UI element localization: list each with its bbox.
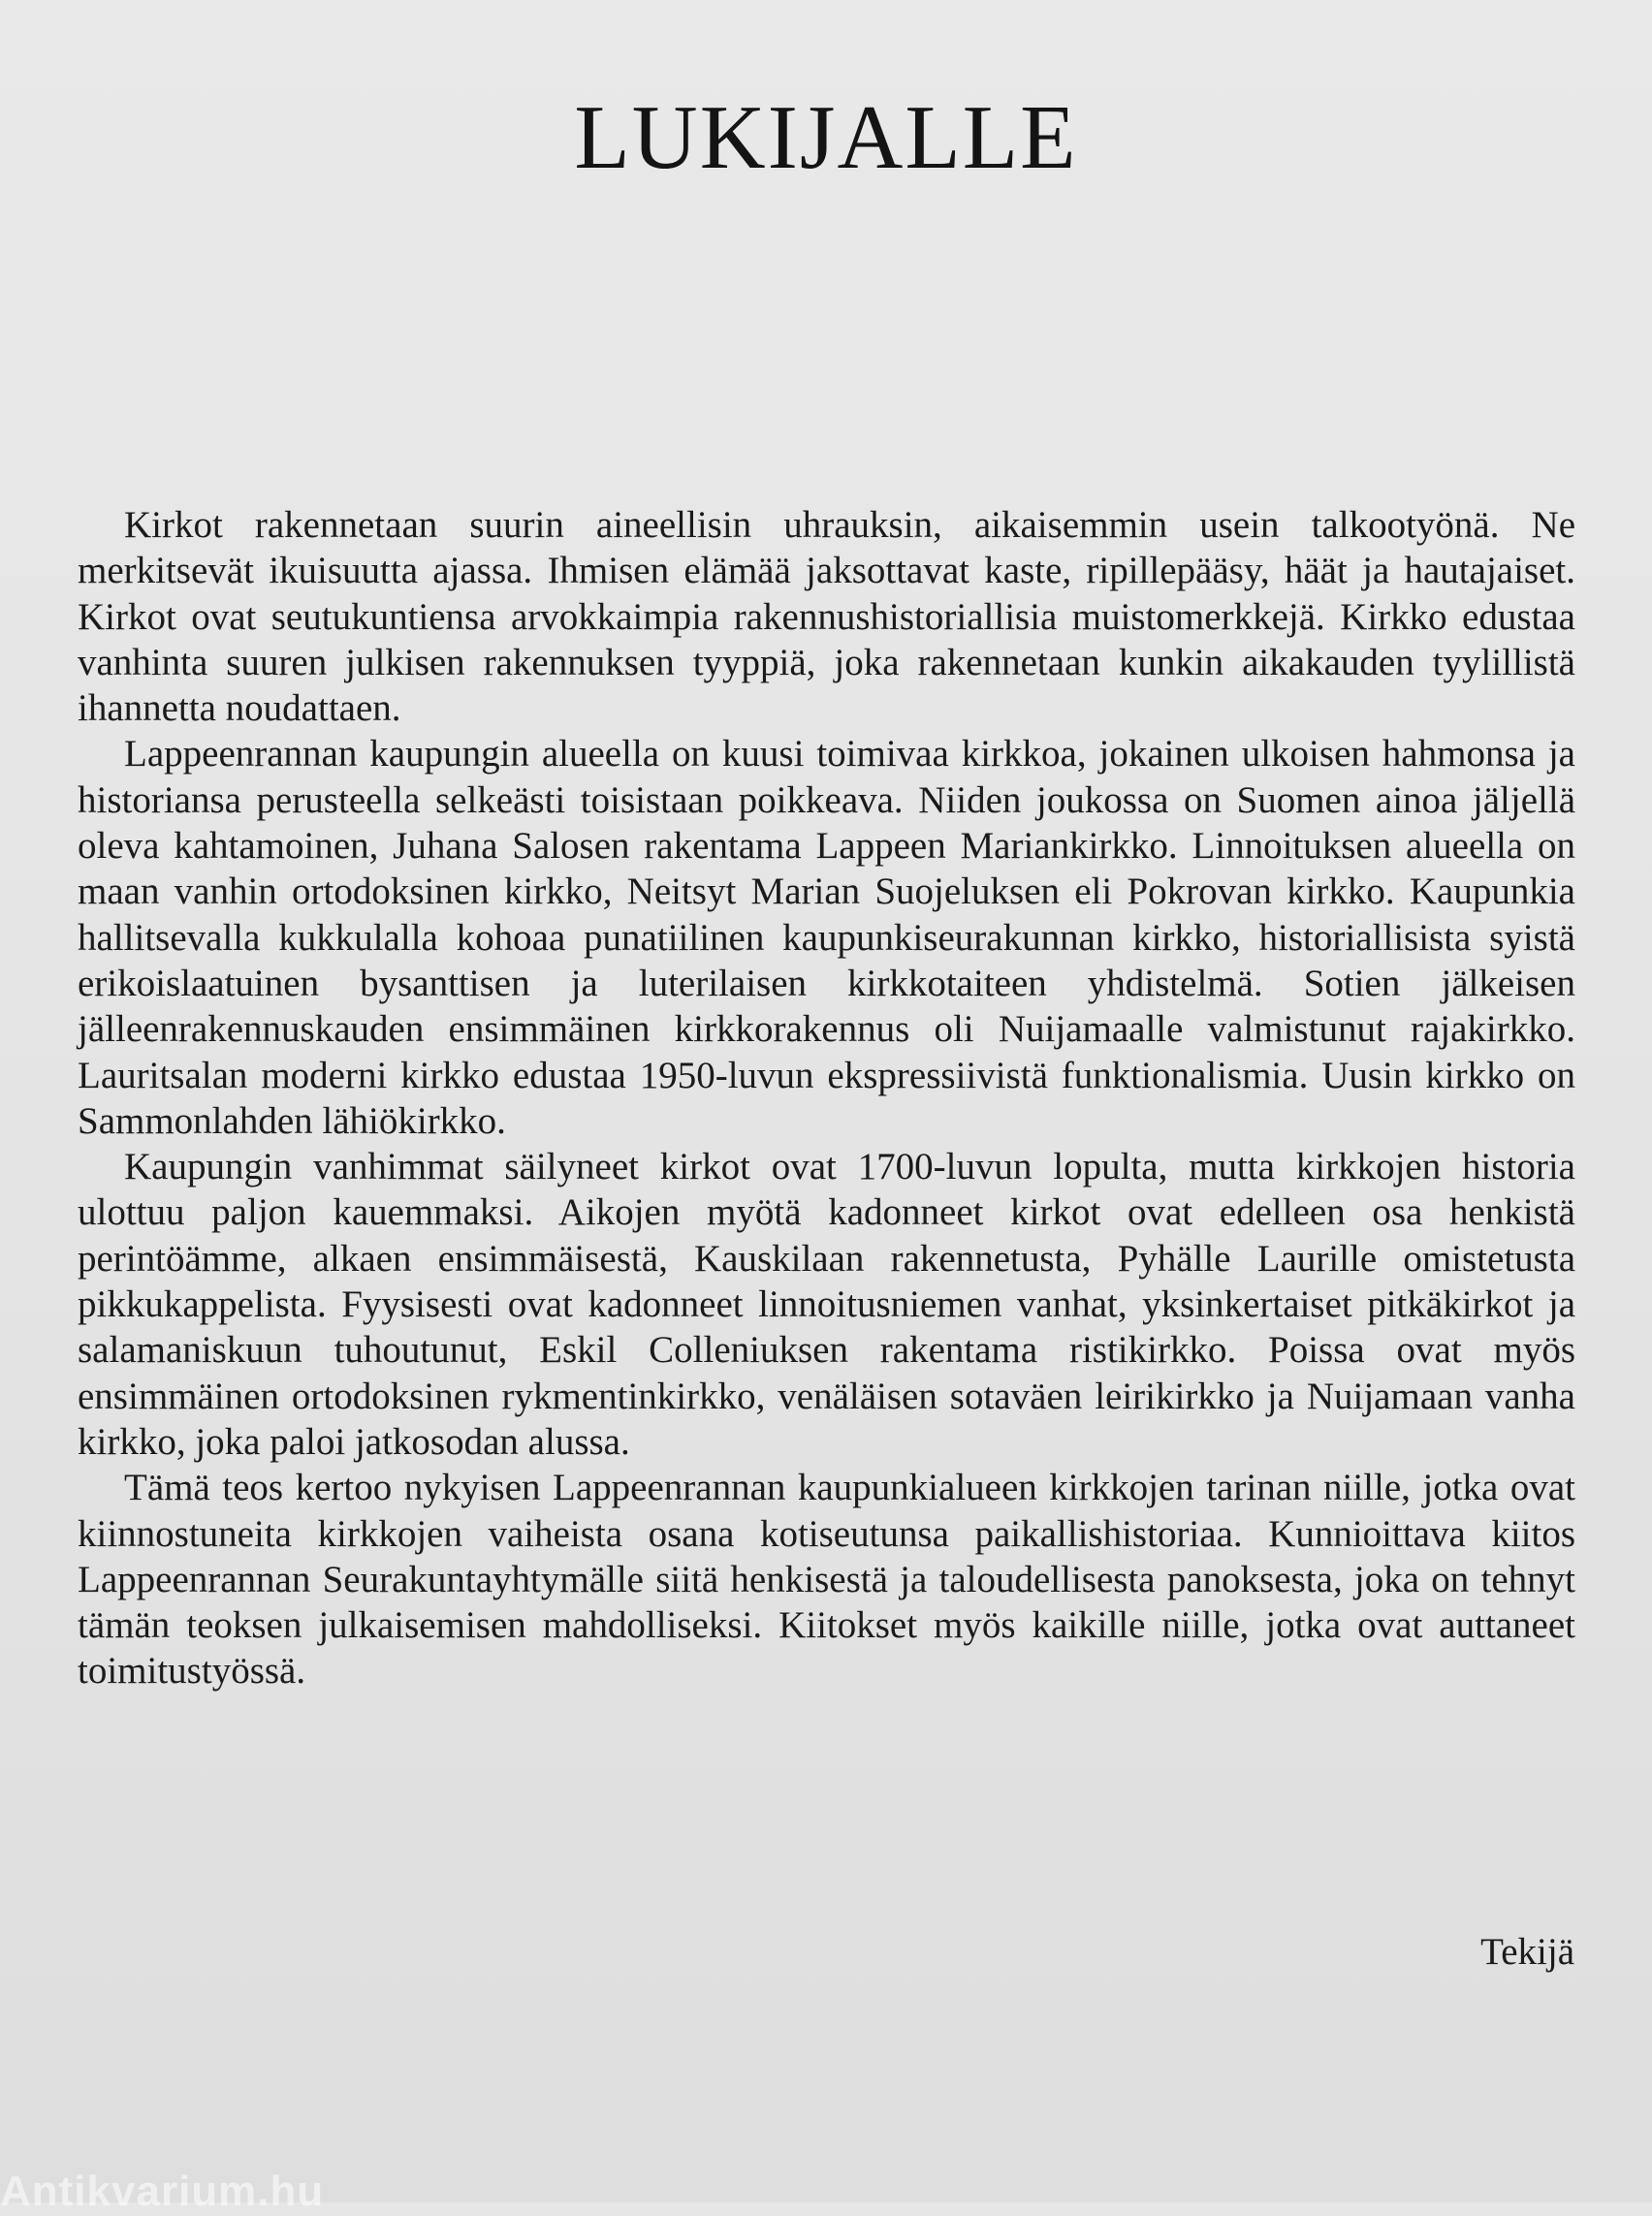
paragraph-4: Tämä teos kertoo nykyisen Lappeenrannan kaupunkialueen kirkkojen tarinan niille, jotka ovat kiinnostuneita kirkkojen vaiheista osana kotiseutunsa paikallishistoriaa. Kunnioittava kiitos Lappeenrannan Seurakuntayhtymälle siitä henkisestä ja taloudellisesta panoksesta, joka on tehnyt tämän teoksen julkaisemisen mahdolliseksi. Kiitokset myös kaikille niille, jotka ovat auttaneet toimitustyössä. <box>78 1467 1575 1693</box>
paragraph-2: Lappeenrannan kaupungin alueella on kuusi toimivaa kirkkoa, jokainen ulkoisen hahmonsa ja historiansa perusteella selkeästi toisistaan poikkeava. Niiden joukossa on Suomen ainoa jäljellä oleva kahtamoinen, Juhana Salosen rakentama Lappeen Mariankirkko. Linnoituksen alueella on maan vanhin ortodoksinen kirkko, Neitsyt Marian Suojeluksen eli Pokrovan kirkko. Kaupunkia hallitsevalla kukkulalla kohoaa punatiilinen kaupunkiseurakunnan kirkko, historiallisista syistä erikoislaatuinen bysanttisen ja luterilaisen kirkkotaiteen yhdistelmä. Sotien jälkeisen jälleenrakennuskauden ensimmäinen kirkkorakennus oli Nuijamaalle valmistunut rajakirkko. Lauritsalan moderni kirkko edustaa 1950-luvun ekspressiivistä funktionalismia. Uusin kirkko on Sammonlahden lähiökirkko. <box>78 733 1575 1142</box>
paragraph-1: Kirkot rakennetaan suurin aineellisin uhrauksin, aikaisemmin usein talkootyönä. Ne merkitsevät ikuisuutta ajassa. Ihmisen elämää jaksottavat kaste, ripillepääsy, häät ja hautajaiset. Kirkot ovat seutukuntiensa arvokkaimpia rakennushistoriallisia muistomerkkejä. Kirkko edustaa vanhinta suuren julkisen rakennuksen tyyppiä, joka rakennetaan kunkin aikakauden tyylillistä ihannetta noudattaen. <box>78 504 1575 730</box>
page-title: LUKIJALLE <box>574 87 1078 188</box>
watermark: Antikvarium.hu <box>0 2168 325 2215</box>
body-text <box>78 502 1575 1694</box>
author-signature: Tekijä <box>1480 1931 1574 1973</box>
paragraph-3: Kaupungin vanhimmat säilyneet kirkot ovat 1700-luvun lopulta, mutta kirkkojen historia ulottuu paljon kauemmaksi. Aikojen myötä kadonneet kirkot ovat edelleen osa henkistä perintöämme, alkaen ensimmäisestä, Kauskilaan rakennetusta, Pyhälle Laurille omistetusta pikkukappelista. Fyysisesti ovat kadonneet linnoitusniemen vanhat, yksinkertaiset pitkäkirkot ja salamaniskuun tuhoutunut, Eskil Colleniuksen rakentama ristikirkko. Poissa ovat myös ensimmäinen ortodoksinen rykmentinkirkko, venäläisen sotaväen leirikirkko ja Nuijamaan vanha kirkko, joka paloi jatkosodan alussa. <box>78 1146 1575 1463</box>
